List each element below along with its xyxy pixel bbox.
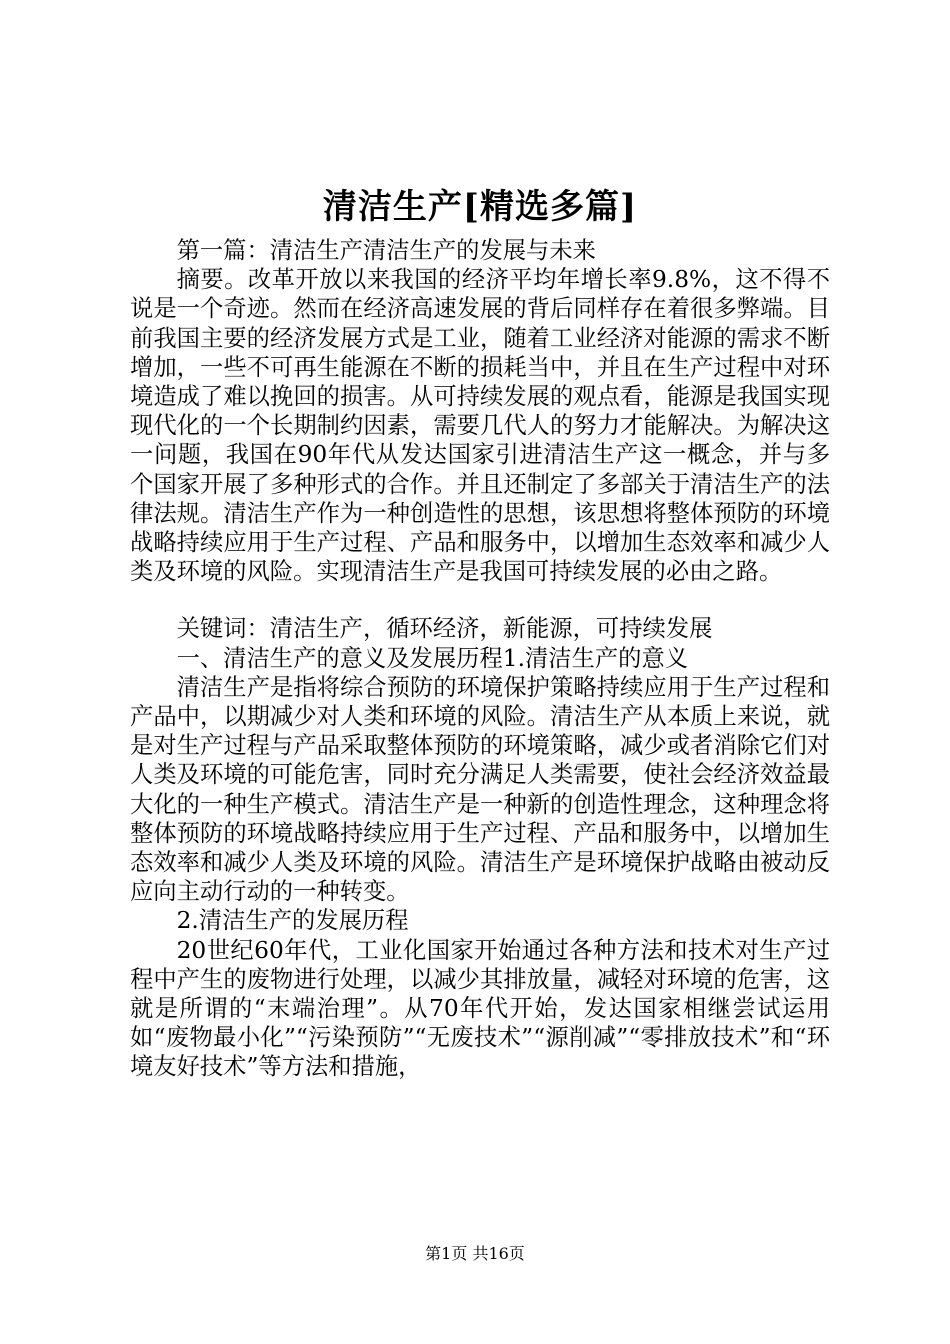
abstract-paragraph: 摘要。改革开放以来我国的经济平均年增长率9.8%，这不得不说是一个奇迹。然而在经济高速发展的背后同样存在着很多弊端。目前我国主要的经济发展方式是工业，随着工业经济对能源的需求不断增加，一些不可再生能源在不断的损耗当中，并且在生产过程中对环境造成了难以挽回的损害。从可持续发展的观点看，能源是我国实现现代化的一个长期制约因素，需要几代人的努力才能解决。为解决这一问题，我国在90年代从发达国家引进清洁生产这一概念，并与多个国家开展了多种形式的合作。并且还制定了多部关于清洁生产的法律法规。清洁生产作为一种创造性的思想，该思想将整体预防的环境战略持续应用于生产过程、产品和服务中，以增加生态效率和减少人类及环境的风险。实现清洁生产是我国可持续发展的必由之路。 — [130, 266, 830, 586]
section-heading-first-article: 第一篇：清洁生产清洁生产的发展与未来 — [176, 237, 596, 264]
section-heading-history: 2.清洁生产的发展历程 — [176, 907, 409, 935]
document-page — [130, 178, 830, 1082]
keywords-line: 关键词：清洁生产，循环经济，新能源，可持续发展 — [176, 615, 713, 643]
meaning-paragraph: 清洁生产是指将综合预防的环境保护策略持续应用于生产过程和产品中，以期减少对人类和环境的风险。清洁生产从本质上来说，就是对生产过程与产品采取整体预防的环境策略，减少或者消除它们对人类及环境的可能危害，同时充分满足人类需要，使社会经济效益最大化的一种生产模式。清洁生产是一种新的创造性理念，这种理念将整体预防的环境战略持续应用于生产过程、产品和服务中，以增加生态效率和减少人类及环境的风险。清洁生产是环境保护战略由被动反应向主动行动的一种转变。 — [130, 673, 830, 906]
document-title: 清洁生产[精选多篇] — [322, 187, 638, 227]
section-heading-meaning: 一、清洁生产的意义及发展历程1.清洁生产的意义 — [176, 644, 689, 672]
history-paragraph: 20世纪60年代，工业化国家开始通过各种方法和技术对生产过程中产生的废物进行处理，以减少其排放量，减轻对环境的危害，这就是所谓的“末端治理”。从70年代开始，发达国家相继尝试运用如“废物最小化”“污染预防”“无废技术”“源削减”“零排放技术”和“环境友好技术”等方法和措施， — [130, 936, 830, 1081]
page-number-footer: 第1页 共16页 — [425, 1244, 525, 1263]
